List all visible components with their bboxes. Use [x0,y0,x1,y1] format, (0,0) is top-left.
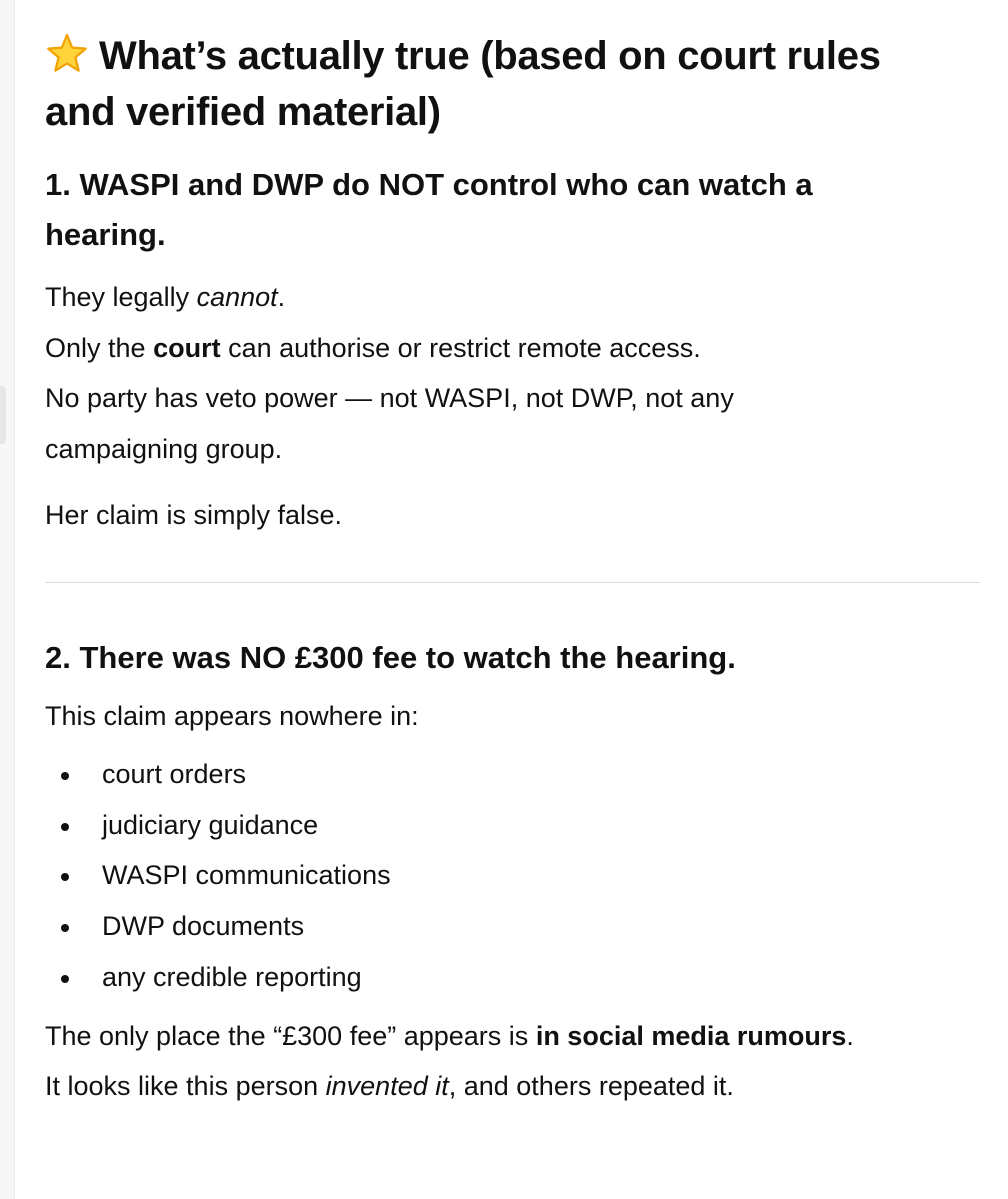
list-item-text: any credible reporting [102,961,362,992]
left-rail [0,0,15,1199]
emphasis-invented-it: invented it [325,1071,449,1102]
bullet-icon [61,924,69,932]
star-icon [45,32,89,76]
list-item-text: WASPI communications [102,860,391,891]
paragraph-text: They legally [45,282,197,312]
paragraph-text: campaigning group. [45,433,283,464]
bullet-icon [61,873,69,881]
paragraph-text: . [277,282,286,312]
list-item-text: court orders [102,759,247,789]
paragraph-text: The only place the “£300 fee” appears is [45,1020,536,1051]
list-item [45,749,980,800]
message-content [45,28,980,1112]
paragraph-conclusion [45,1011,980,1112]
paragraph-text: It looks like this person [45,1071,326,1102]
bold-social-media-rumours: in social media rumours [535,1020,847,1051]
section-1-heading-line-1: 1. WASPI and DWP do NOT control who can watch a [45,167,813,202]
paragraph-text: No party has veto power — not WASPI, not DWP, not any [45,383,734,413]
bullet-list [45,749,980,1003]
emphasis-cannot: cannot [196,282,278,312]
list-item [45,952,980,1003]
list-item [45,901,980,952]
paragraph-text: . [846,1020,854,1051]
section-2-heading: 2. There was NO £300 fee to watch the hearing. [45,639,736,675]
paragraph-text: can authorise or restrict remote access. [220,332,701,363]
list-item-text: judiciary guidance [102,809,319,840]
title-line-2: and verified material) [45,90,441,134]
paragraph-legally-cannot [45,272,980,474]
section-1-heading-line-2: hearing. [45,217,166,252]
list-item-text: DWP documents [102,911,305,942]
list-item [45,850,980,901]
bold-court: court [153,332,221,363]
bullet-icon [61,823,69,831]
section-1-heading [45,160,980,260]
bullet-icon [61,975,69,983]
list-item [45,800,980,851]
bullet-icon [61,772,69,780]
paragraph-intro: This claim appears nowhere in: [45,700,419,731]
title-line-1: What’s actually true (based on court rules [99,34,881,78]
paragraph-text: , and others repeated it. [448,1071,734,1102]
paragraph-text: Only the [45,332,154,363]
paragraph-claim-false: Her claim is simply false. [45,500,343,530]
section-divider [45,582,980,583]
page-title [45,28,980,140]
sidebar-handle[interactable] [0,386,6,444]
